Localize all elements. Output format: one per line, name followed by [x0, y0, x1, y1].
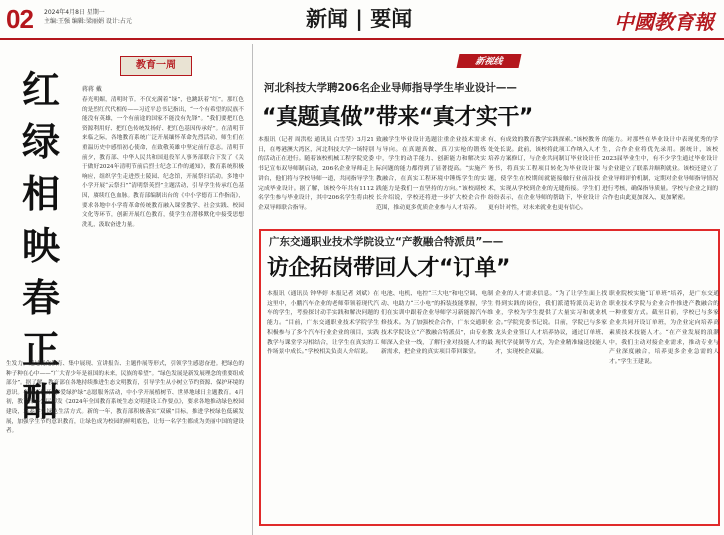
top-story-col-2: 致融学生毕业设计选题注重企业技术需求与导向。在真题真做、真刀实枪的锻炼中，学生的动手能力、创新能力和解决实际问题的能力都得到了显著提高。“实施产教融合，在真实工程环境中锤炼学生的实践能力是我们一直坚持的方向。”该校副校长介绍说，学校还将进一步扩大校企合作范围，推动更多优质企业参与人才培养。 [376, 137, 486, 211]
left-commentary [0, 42, 250, 535]
commentary-title: 红绿相映春正酣 [21, 68, 60, 424]
feature-col-2: 电池、电机、电控“三大电”和电空调、电制动、电助力“三小电”的拆装技能掌握，学生们在实训中跟着企业导师学习新能源汽车维修技术。为了加强校企合作，广东交通职业技术学院设立“产教融合特派员”，由专业教师深入企业一线，了解行业对技能人才的最新需求，把企业的真实项目带回课堂。 [381, 291, 493, 356]
feature-story [259, 229, 720, 526]
top-story-kicker: 河北科技大学聘206名企业导师指导学生毕业设计—— [264, 82, 517, 94]
column-divider [252, 44, 253, 535]
feature-col-3: 企业的人才需求信息。“为了让学生面上找得到实践的岗位，我们派遣特派员走访企业，学校为学生提供了大量实习和就业机会。”学院党委书记说。目前，学院已与多家龙头企业签订人才培养协议，通过订单班、现代学徒制等方式，为企业精准输送技能人才，实现校企双赢。 [495, 291, 607, 356]
commentary-text-1: 春光明媚，清明时节。不仅充满着“绿”，也跳跃着“红”。那红色的是烈红代代相传——习近平总书记指出，“一个有希望的民族不能没有英雄，一个有前途的国家不能没有先锋”。“我们要把红色资源利用好、把红色传统发扬好、把红色基因传承好”。在清明节来临之际，各地教育系统广泛开展缅怀革命先烈活动，师生们在重温历史中感悟初心使命，在致敬英雄中坚定前行意志。清明节前夕，教育部、中华人民共和国退役军人事务部联合下发了《关于做好2024年清明节前后烈士纪念工作的通知》，教育系统积极响应，组织学生走进烈士陵园、纪念馆，开展祭扫活动。多地中小学开展“云祭扫”“清明祭英烈”主题活动，引导学生传承红色基因，赓续红色血脉。教育部编制出台的《中小学德育工作指南》，要求各地中小学将革命传统教育融入课堂教学、社会实践、校园文化等环节，创新开展红色教育，使学生在潜移默化中接受思想洗礼，汲取奋进力量。 [82, 97, 244, 228]
editors-line: 主编:王强 编辑:梁丽娟 设计:占元 [44, 18, 132, 25]
page-header [0, 0, 724, 40]
page-number: 02 [6, 4, 33, 34]
section-title: 新闻 | 要闻 [306, 7, 413, 31]
newspaper-logo: 中國教育報 [614, 10, 714, 34]
feature-kicker: 广东交通职业技术学院设立“产教融合特派员”—— [269, 236, 504, 248]
dateline [44, 8, 132, 26]
column-badge: 教育一周 [120, 56, 192, 76]
publish-date: 2024年4月8日 星期一 [44, 9, 105, 16]
top-story [258, 46, 718, 222]
feature-headline: 访企拓岗带回人才“订单” [267, 256, 510, 281]
top-story-col-1: 本报讯（记者 周洪松 通讯员 白雪莹）3月21日，在粤港澳大湾区，河北科技大学一场特别的活动正在进行。随着该校机械工程学院党委书记宣布双导师制启动，206名企业导师走上讲台，他们将与学校导师一道，共同指导学生完成毕业设计。据了解，该校今年共有1112名学生参与毕业设计，其中206名学生将由校企双导师联合指导。 [258, 137, 374, 211]
commentary-text-2: 生发力，通过优化教育、集中展现、宣讲报告、主题作展等形式，引领学生感恩奋进。把绿色的种子种在心中——“广大青少年是祖国的未来，民族的希望”。“绿色发展是新发展理念的重要组成部分”。据了解，教育部在各地持续推进生态文明教育，引导学生从小树立节约资源、保护环境的意识。各地高校开展“爱绿护绿”志愿服务活动，中小学开展植树节、世界地球日主题教育。4月初，教育部办公厅印发《2024年全国教育系统生态文明建设工作要点》，要求各地推动绿色校园建设，培养学生绿色生活方式。新的一年，教育部积极落实“双碳”目标，推进学校绿色低碳发展，加强学生节约意识教育，让绿色成为校园的鲜明底色，让每一名学生都成为美丽中国的建设者。 [6, 361, 244, 435]
feature-col-4: 职业院校实施“订单班”培养，是广东交通职业技术学院与企业合作推进产教融合的一种重要方式。截至目前，学校已与多家企业共同开设订单班，为企业定向培养高素质技术技能人才。“在产业发展的浪潮中，我们主动对接企业需求，推动专业与产业深度融合，培养更多企业急需的人才。”学生王建说。 [609, 291, 719, 365]
top-story-col-3: 有、有成效的教育教学实践探索。”该校教务处处长说。此前，该校将此项工作纳入人才培养方案修订，与企业共同制订毕业设计任务书，将真实工程项目转化为毕业设计课题，使学生在校期间就能接触行业前沿技术，实现从学校到企业的无缝衔接。学生们纷纷表示，在企业导师的帮助下，毕业设计更有针对性，对未来就业也更有信心。 [488, 137, 600, 211]
commentary-byline: 蒋蒋 戴 [82, 86, 102, 93]
top-story-headline: “真题真做”带来“真才实干” [262, 105, 533, 130]
top-story-col-4: 的能力。对那些在毕业设计中表现优秀的学生，合作企业将优先录用。据统计，该校2023届毕业生中，有不少学生通过毕业设计与企业建立了联系并顺利就业。该校还建立了企业导师评价机制，定期对企业导师指导情况进行考核，确保指导质量。学校与企业之间的合作也由此更加深入、更加紧密。 [602, 137, 718, 202]
new-perspective-tag: 新视线 [457, 54, 522, 68]
feature-col-1: 本报讯（通讯员 钟华婷 本报记者 刘斌）在这里中，小鹏汽车企业的老师带领着现代汽车的学生，考验探讨动手实践和解决问题的能力。“目前，广东交通职业技术学院学生积极参与了多个汽车行业企业的项目，实践教学与课堂学习相结合，让学生在真实的工作场景中成长。”学校相关负责人介绍说。 [267, 291, 379, 356]
